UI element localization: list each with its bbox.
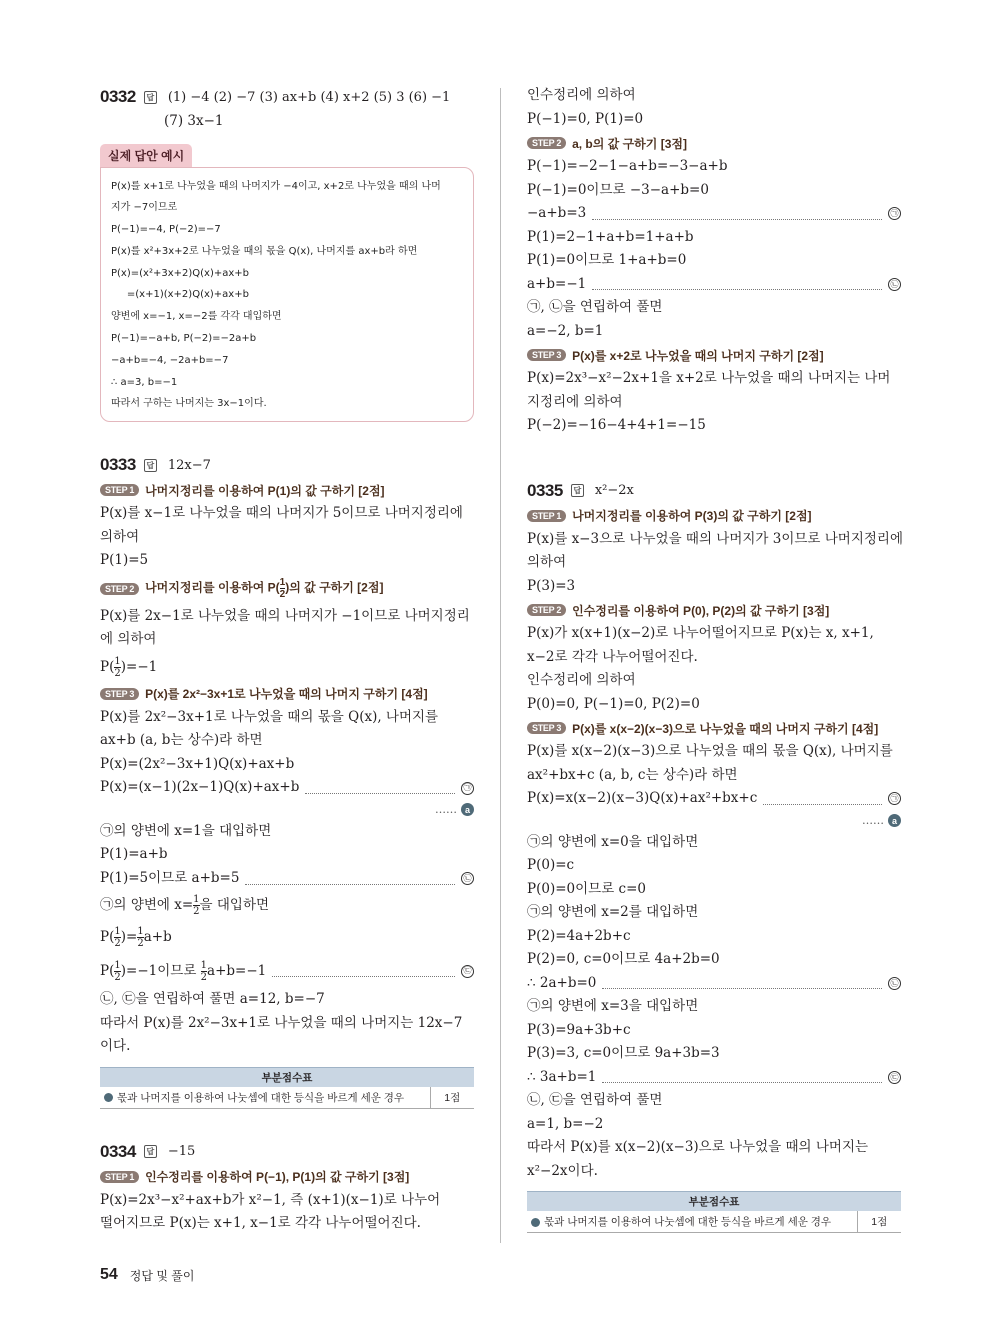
text-line: P(−1)=0, P(1)=0 — [527, 110, 644, 127]
score-item-text: 몫과 나머지를 이용하여 나눗셈에 대한 등식을 바르게 세운 경우 — [544, 1216, 832, 1228]
circled-mark: ㉢ — [461, 965, 474, 978]
example-line: ∴ a=3, b=−1 — [111, 376, 178, 388]
circled-mark: ㉠ — [461, 782, 474, 795]
text-line: P(2)=0, c=0이므로 4a+2b=0 — [527, 951, 720, 967]
eq-part: P — [100, 658, 110, 675]
page-label: 정답 및 풀이 — [129, 1268, 195, 1283]
text-line: P(x)를 2x−1로 나누었을 때의 나머지가 −1이므로 나머지정리 — [100, 607, 470, 624]
step-title-part: 의 값 구하기 [2점] — [289, 580, 384, 595]
text-line: 이다. — [100, 1038, 131, 1055]
equation-marked — [527, 787, 901, 811]
partial-score-table — [100, 1067, 474, 1109]
problem-0333 — [100, 452, 474, 1109]
frac-num: 1 — [200, 960, 208, 972]
problem-0334-continued — [527, 84, 901, 438]
circled-mark: ㉡ — [888, 278, 901, 291]
problem-number: 0335 — [527, 480, 563, 500]
score-item — [100, 1087, 430, 1109]
step-title: 나머지정리를 이용하여 P(1)의 값 구하기 [2점] — [145, 483, 385, 498]
frac-den: 2 — [200, 972, 208, 984]
text-line: P(0)=0이므로 c=0 — [527, 880, 646, 897]
partial-score-table — [527, 1191, 901, 1233]
example-line: P(x)를 x+1로 나누었을 때의 나머지가 −4이고, x+2로 나누었을 때의 나머 — [111, 180, 441, 192]
text-line: ax+b (a, b는 상수)라 하면 — [100, 732, 263, 749]
equation-marked — [100, 867, 474, 891]
leader-dots: …… — [862, 814, 884, 827]
step-badge: STEP 2 — [527, 137, 566, 149]
text-line: 떨어지므로 P(x)는 x+1, x−1로 각각 나누어떨어진다. — [100, 1215, 421, 1232]
text-line: ㉠, ㉡을 연립하여 풀면 — [527, 299, 663, 315]
example-line: P(−1)=−4, P(−2)=−7 — [111, 224, 221, 236]
eq-text: P(1)=5이므로 a+b=5 — [100, 869, 240, 886]
score-item-text: 몫과 나머지를 이용하여 나눗셈에 대한 등식을 바르게 세운 경우 — [117, 1091, 405, 1104]
text-line: 따라서 P(x)를 2x²−3x+1로 나누었을 때의 나머지는 12x−7 — [100, 1014, 463, 1031]
step-2-header — [100, 573, 474, 605]
text-line: 의하여 — [527, 554, 567, 570]
step-title: P(x)를 x(x−2)(x−3)으로 나누었을 때의 나머지 구하기 [4점] — [572, 721, 879, 736]
score-a-icon: a — [888, 814, 901, 827]
frac-den: 2 — [279, 589, 286, 601]
step-title: P(x)를 2x²−3x+1로 나누었을 때의 나머지 구하기 [4점] — [145, 687, 428, 702]
text-line: x−2로 각각 나누어떨어진다. — [527, 648, 698, 665]
step-badge: STEP 3 — [527, 349, 566, 361]
score-table-header: 부분점수표 — [100, 1067, 474, 1087]
frac-num: 1 — [193, 894, 200, 906]
leader-dots: …… — [435, 803, 457, 817]
text-line: ㉠의 양변에 x=1을 대입하면 — [100, 822, 272, 839]
score-points: 1점 — [430, 1087, 474, 1109]
text-line: ax²+bx+c (a, b, c는 상수)라 하면 — [527, 766, 738, 783]
answer-text-cont: (7) 3x−1 — [164, 113, 224, 129]
step-badge: STEP 3 — [527, 722, 566, 734]
step-3-header — [527, 343, 901, 367]
text-line: P(3)=3 — [527, 577, 576, 594]
equation-marked — [527, 1066, 901, 1090]
fraction — [114, 926, 120, 949]
example-line: P(−1)=−a+b, P(−2)=−2a+b — [111, 333, 257, 345]
eq-part: P — [100, 929, 110, 946]
page-footer — [100, 1266, 194, 1284]
eq-text: P(x)=x(x−2)(x−3)Q(x)+ax²+bx+c — [527, 790, 758, 806]
example-label: 실제 답안 예시 — [100, 144, 192, 167]
eq-part: P — [100, 963, 110, 980]
circled-mark: ㉢ — [888, 1071, 901, 1084]
text-line: 따라서 P(x)를 x(x−2)(x−3)으로 나누었을 때의 나머지는 — [527, 1139, 869, 1155]
text-line: 인수정리에 의하여 — [527, 672, 636, 688]
text-line: P(0)=c — [527, 857, 575, 873]
text-line: P(1)=2−1+a+b=1+a+b — [527, 228, 694, 245]
text-line: P(x)=2x³−x²−2x+1을 x+2로 나누었을 때의 나머지는 나머 — [527, 370, 891, 386]
circled-mark: ㉠ — [888, 207, 901, 220]
problem-number: 0334 — [100, 1141, 136, 1161]
eq-text: P(x)=(x−1)(2x−1)Q(x)+ax+b — [100, 779, 300, 796]
text-line: P(1)=a+b — [100, 846, 168, 863]
answer-icon: 답 — [144, 1145, 157, 1158]
text-line: P(x)를 x−3으로 나누었을 때의 나머지가 3이므로 나머지정리에 — [527, 530, 903, 547]
step-title: P(x)를 x+2로 나누었을 때의 나머지 구하기 [2점] — [572, 348, 824, 363]
circled-mark: ㉠ — [888, 792, 901, 805]
left-column — [100, 84, 474, 1236]
fraction — [114, 656, 120, 679]
answer-text: x²−2x — [594, 483, 634, 498]
step-title: 나머지정리를 이용하여 P(3)의 값 구하기 [2점] — [572, 509, 812, 523]
eq-part: = — [126, 929, 138, 946]
example-line: 따라서 구하는 나머지는 3x−1이다. — [111, 398, 267, 410]
frac-num: 1 — [114, 960, 121, 972]
partial-score-marker — [100, 800, 474, 820]
text-line: P(2)=4a+2b+c — [527, 927, 631, 944]
equation-marked — [527, 202, 901, 226]
step-2-header — [527, 598, 901, 622]
example-line: 양변에 x=−1, x=−2를 각각 대입하면 — [111, 311, 282, 323]
text-part: 을 대입하면 — [199, 897, 270, 914]
equation-marked — [100, 954, 474, 988]
frac-num: 1 — [114, 655, 121, 667]
text-line: ㉠의 양변에 x=3을 대입하면 — [527, 998, 699, 1014]
step-title-part: 나머지정리를 이용하여 P — [145, 580, 276, 595]
equation-marked — [527, 972, 901, 996]
text-line: P(x)=(2x²−3x+1)Q(x)+ax+b — [100, 755, 295, 772]
text-line: P(−1)=0이므로 −3−a+b=0 — [527, 181, 709, 198]
step-badge: STEP 1 — [100, 484, 139, 496]
text-line: P(x)=2x³−x²+ax+b가 x²−1, 즉 (x+1)(x−1)로 나누어 — [100, 1191, 441, 1208]
problem-0335 — [527, 478, 901, 1234]
text-line: P(1)=0이므로 1+a+b=0 — [527, 252, 687, 268]
frac-den: 2 — [114, 972, 121, 984]
score-points: 1점 — [857, 1211, 901, 1233]
text-line — [100, 890, 474, 920]
text-line: P(x)가 x(x+1)(x−2)로 나누어떨어지므로 P(x)는 x, x+1, — [527, 625, 874, 641]
step-2-header — [527, 131, 901, 155]
text-line: ㉡, ㉢을 연립하여 풀면 a=12, b=−7 — [100, 991, 325, 1008]
example-line: 지가 −7이므로 — [111, 202, 178, 214]
column-divider — [500, 88, 501, 1243]
answer-text: 12x−7 — [167, 457, 211, 473]
example-line: −a+b=−4, −2a+b=−7 — [111, 354, 229, 366]
step-1-header — [527, 504, 901, 528]
text-line: P(0)=0, P(−1)=0, P(2)=0 — [527, 695, 700, 712]
fraction — [114, 960, 120, 983]
eq-text: ∴ 3a+b=1 — [527, 1068, 597, 1085]
text-line: P(1)=5 — [100, 552, 149, 569]
example-line: =(x+1)(x+2)Q(x)+ax+b — [111, 289, 249, 301]
circled-mark: ㉡ — [461, 872, 474, 885]
text-line: a=−2, b=1 — [527, 322, 604, 339]
problem-number: 0333 — [100, 455, 136, 475]
answer-icon: 답 — [144, 91, 157, 104]
equation-marked — [527, 273, 901, 297]
step-badge: STEP 2 — [100, 583, 139, 595]
frac-den: 2 — [114, 938, 121, 950]
score-a-icon — [531, 1218, 540, 1227]
frac-num: 1 — [114, 926, 121, 938]
frac-den: 2 — [137, 938, 144, 950]
frac-den: 2 — [193, 906, 200, 918]
text-line: ㉠의 양변에 x=0을 대입하면 — [527, 833, 699, 850]
eq-part: =−1이므로 — [126, 963, 197, 980]
example-line: P(x)를 x²+3x+2로 나누었을 때의 몫을 Q(x), 나머지를 ax+b라 하면 — [111, 245, 418, 257]
frac-num: 1 — [137, 926, 144, 938]
problem-0332 — [100, 84, 474, 422]
answer-text: (1) −4 (2) −7 (3) ax+b (4) x+2 (5) 3 (6) −1 — [167, 89, 451, 105]
answer-text: −15 — [167, 1144, 196, 1160]
text-line: P(−2)=−16−4+4+1=−15 — [527, 417, 706, 433]
partial-score-marker — [527, 811, 901, 831]
text-line: P(3)=9a+3b+c — [527, 1021, 631, 1038]
example-line: P(x)=(x²+3x+2)Q(x)+ax+b — [111, 267, 250, 279]
text-line: 에 의하여 — [100, 631, 157, 648]
answer-icon: 답 — [571, 484, 584, 497]
step-badge: STEP 2 — [527, 604, 566, 616]
text-line: P(3)=3, c=0이므로 9a+3b=3 — [527, 1045, 720, 1061]
fraction — [280, 577, 286, 600]
equation-marked — [100, 776, 474, 800]
eq-part: a+b=−1 — [207, 963, 267, 980]
step-title: 인수정리를 이용하여 P(−1), P(1)의 값 구하기 [3점] — [145, 1170, 410, 1185]
score-a-icon: a — [461, 803, 474, 816]
text-line: P(−1)=−2−1−a+b=−3−a+b — [527, 158, 728, 174]
step-3-header — [100, 682, 474, 706]
problem-0334 — [100, 1139, 474, 1236]
text-line: 의하여 — [100, 528, 140, 545]
eq-part: =−1 — [126, 658, 158, 675]
text-line: P(x)를 x−1로 나누었을 때의 나머지가 5이므로 나머지정리에 — [100, 505, 463, 522]
step-1-header — [100, 1165, 474, 1189]
score-a-icon — [104, 1093, 113, 1102]
step-1-header — [100, 478, 474, 502]
text-line: 지정리에 의하여 — [527, 393, 623, 410]
eq-part: a+b — [143, 929, 172, 946]
step-3-header — [527, 716, 901, 740]
eq-text: ∴ 2a+b=0 — [527, 974, 597, 991]
score-item — [527, 1211, 857, 1233]
eq-text: a+b=−1 — [527, 275, 587, 292]
text-line: a=1, b=−2 — [527, 1115, 604, 1132]
step-badge: STEP 1 — [100, 1171, 139, 1183]
page-number: 54 — [100, 1266, 118, 1283]
example-answer-box — [100, 167, 474, 423]
eq-text: P( $\frac{1}{2}$ )=−1이므로 $\frac{1}{2}$ a+b=−1 — [100, 960, 267, 984]
equation-line: P( $\frac{1}{2}$ )=−1 — [100, 655, 158, 679]
score-table-header: 부분점수표 — [527, 1192, 901, 1212]
text-line: x²−2x이다. — [527, 1162, 598, 1179]
step-badge: STEP 3 — [100, 688, 139, 700]
text-line: P(x)를 2x²−3x+1로 나누었을 때의 몫을 Q(x), 나머지를 — [100, 708, 439, 725]
step-title: 나머지정리를 이용하여 P( $\frac{1}{2}$ )의 값 구하기 [2점] — [145, 577, 384, 601]
problem-number: 0332 — [100, 87, 136, 106]
step-badge: STEP 1 — [527, 510, 566, 522]
text-line: 인수정리에 의하여 — [527, 87, 636, 103]
frac-num: 1 — [279, 577, 286, 589]
eq-text: −a+b=3 — [527, 205, 587, 221]
text-line: ㉠의 양변에 x=2를 대입하면 — [527, 904, 699, 920]
text-line: ㉡, ㉢을 연립하여 풀면 — [527, 1092, 663, 1108]
text-part: ㉠의 양변에 x= — [100, 897, 194, 914]
circled-mark: ㉡ — [888, 977, 901, 990]
step-title: 인수정리를 이용하여 P(0), P(2)의 값 구하기 [3점] — [572, 603, 830, 618]
frac-den: 2 — [114, 667, 121, 679]
equation-line: P( $\frac{1}{2}$ )= $\frac{1}{2}$ a+b — [100, 926, 172, 950]
answer-icon: 답 — [144, 459, 157, 472]
step-title: a, b의 값 구하기 [3점] — [572, 136, 687, 151]
text-line: P(x)를 x(x−2)(x−3)으로 나누었을 때의 몫을 Q(x), 나머지를 — [527, 743, 893, 759]
right-column — [527, 84, 901, 1233]
